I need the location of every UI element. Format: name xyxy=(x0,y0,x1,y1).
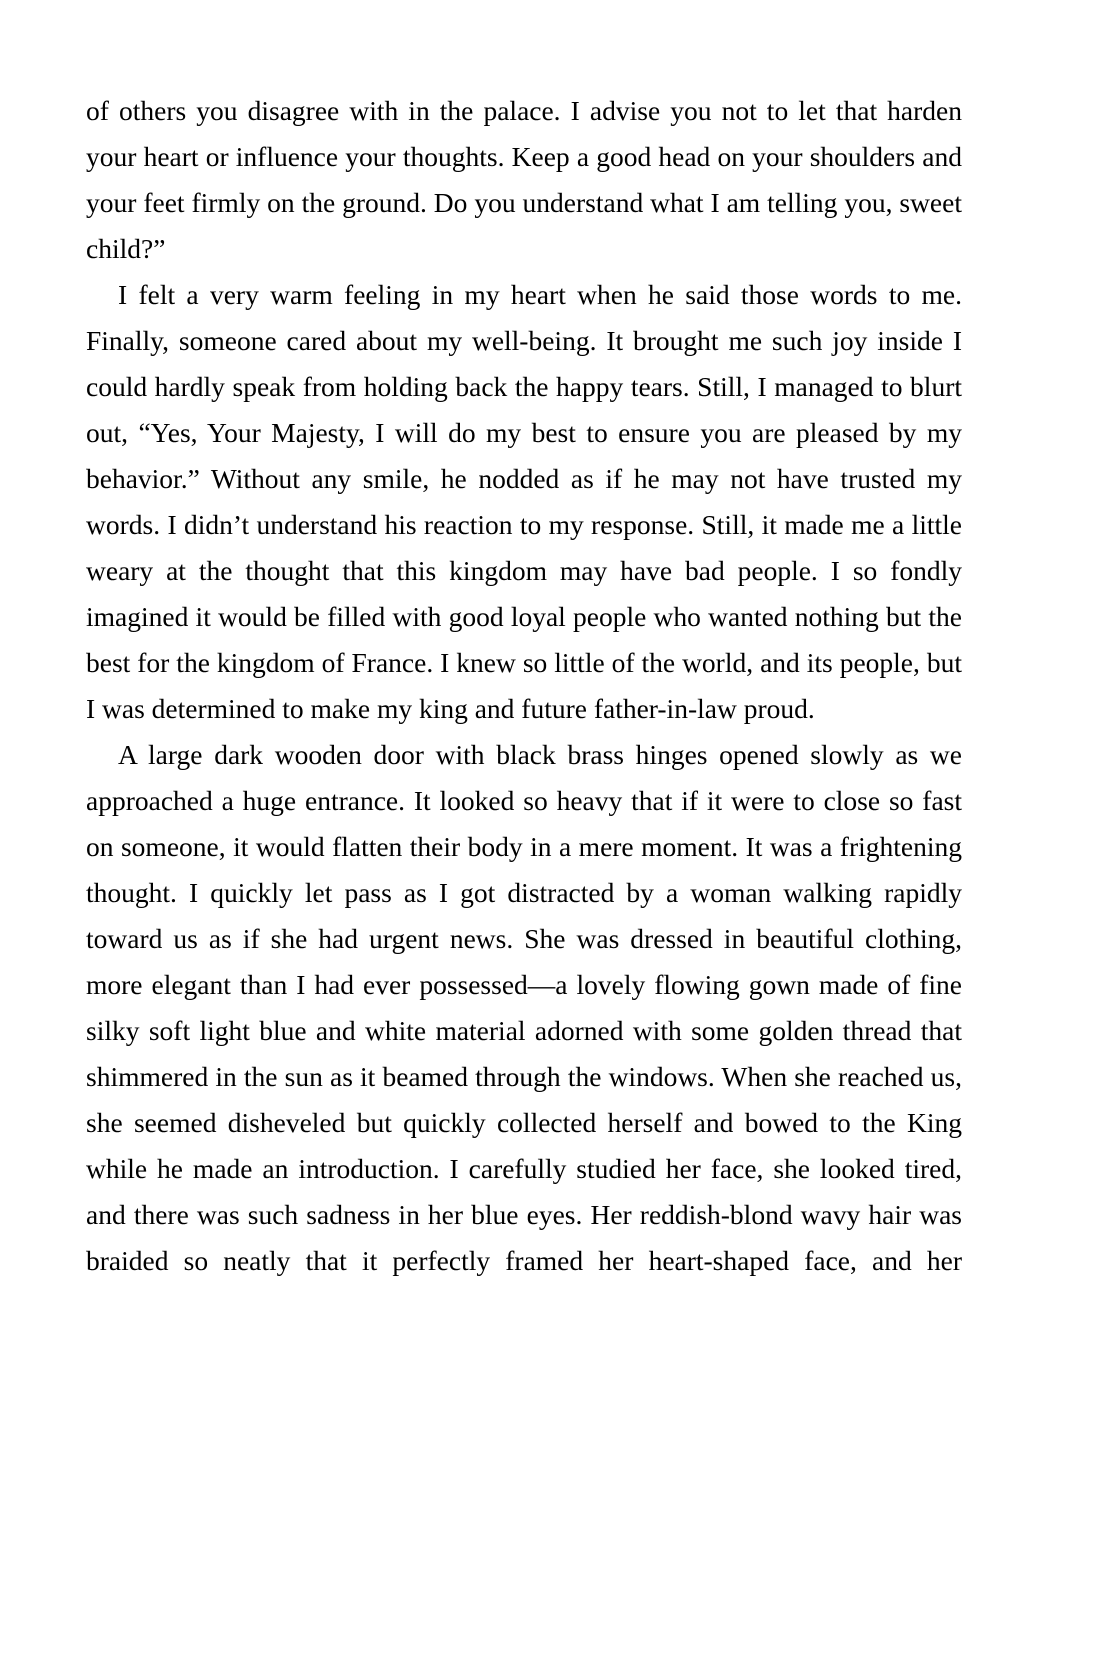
body-paragraph: of others you disagree with in the palace. I advise you not to let that harden your heart or influence your thoughts. Keep a good head on your shoulders and your feet firmly on the ground. Do you understand what I am telling you, sweet child?” xyxy=(86,95,962,264)
body-paragraph: I felt a very warm feeling in my heart when he said those words to me. Finally, someone cared about my well-being. It brought me such joy inside I could hardly speak from holding back the happy tears. Still, I managed to blurt out, “Yes, Your Majesty, I will do my best to ensure you are pleased by my behavior.” Without any smile, he nodded as if he may not have trusted my words. I didn’t understand his reaction to my response. Still, it made me a little weary at the thought that this kingdom may have bad people. I so fondly imagined it would be filled with good loyal people who wanted nothing but the best for the kingdom of France. I knew so little of the world, and its people, but I was determined to make my king and future father-in-law proud. xyxy=(86,279,962,724)
body-paragraph: A large dark wooden door with black brass hinges opened slowly as we approached a huge entrance. It looked so heavy that if it were to close so fast on someone, it would flatten their body in a mere moment. It was a frightening thought. I quickly let pass as I got distracted by a woman walking rapidly toward us as if she had urgent news. She was dressed in beautiful clothing, more elegant than I had ever possessed—a lovely flowing gown made of fine silky soft light blue and white material adorned with some golden thread that shimmered in the sun as it beamed through the windows. When she reached us, she seemed disheveled but quickly collected herself and bowed to the King while he made an introduction. I carefully studied her face, she looked tired, and there was such sadness in her blue eyes. Her reddish-blond wavy hair was braided so neatly that it perfectly framed her heart-shaped face, and her xyxy=(86,739,962,1276)
body-text-column xyxy=(86,88,962,1284)
